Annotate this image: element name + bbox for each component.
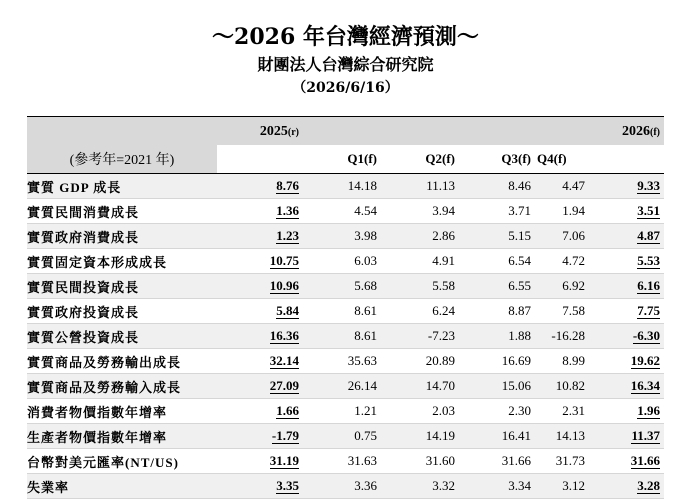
cell-q2: 2.86 [377,224,455,249]
cell-q2: 20.89 [425,353,455,368]
cell-2026: 4.87 [599,224,664,249]
cell-q3: 8.46 [455,174,531,199]
header-q2: Q2(f) [377,145,455,174]
cell-q1: 0.75 [299,424,377,449]
row-label: 實質民間投資成長 [27,274,217,299]
cell-q4: 10.82 [531,374,599,399]
cell-2025: 1.23 [217,224,299,249]
cell-q1: 3.36 [299,474,377,499]
table-row [27,449,664,474]
header-corner [27,117,217,146]
cell-q1: 4.54 [354,203,377,218]
cell-q3: 6.55 [455,274,531,299]
cell-q1: 26.14 [299,374,377,399]
table-row [27,174,664,199]
row-label: 實質政府投資成長 [27,304,140,320]
row-label: 失業率 [27,474,217,499]
cell-2025: 16.36 [217,324,299,349]
cell-q2: 3.94 [432,203,455,218]
header-row-years [27,117,664,146]
report-date: （2026/6/16） [292,80,399,96]
cell-q2: 5.58 [377,274,455,299]
table-row [27,349,664,374]
cell-2026: -6.30 [599,324,664,349]
cell-2025: 10.75 [269,253,299,268]
cell-q3: 1.88 [455,324,531,349]
table-row [27,424,664,449]
cell-2026: 1.96 [637,403,660,418]
row-label: 消費者物價指數年增率 [27,404,168,420]
cell-2025: 27.09 [217,374,299,399]
forecast-table [27,116,664,499]
row-label: 實質商品及勞務輸入成長 [27,374,217,399]
institute-name: 財團法人台灣綜合研究院 [257,55,434,74]
cell-q1: 8.61 [354,303,377,318]
cell-q4: 7.06 [531,224,599,249]
report-title: ～2026 年台灣經濟預測～ [212,24,479,50]
cell-q4: 14.13 [531,424,599,449]
cell-2026: 5.53 [637,253,660,268]
row-label: 實質 GDP 成長 [27,174,217,199]
cell-2025: 5.84 [276,303,299,318]
header-q4: Q4(f) [531,145,599,174]
header-year-2026: 2026(f) [599,117,664,146]
cell-q3: 8.87 [508,303,531,318]
row-label: 實質民間消費成長 [27,204,140,220]
cell-2025: 8.76 [217,174,299,199]
base-year-note: (參考年=2021 年) [27,145,217,174]
cell-q3: 2.30 [508,403,531,418]
cell-2026: 3.51 [637,203,660,218]
cell-q4: 3.12 [531,474,599,499]
cell-q1: 35.63 [347,353,377,368]
table-row [27,224,664,249]
cell-q3: 5.15 [455,224,531,249]
table-row [27,274,664,299]
cell-2026: 11.37 [599,424,664,449]
cell-2025: -1.79 [217,424,299,449]
cell-q2: 3.32 [377,474,455,499]
table-row [27,374,664,399]
cell-2025: 1.36 [276,203,299,218]
cell-q2: 11.13 [377,174,455,199]
cell-q3: 15.06 [455,374,531,399]
cell-2026: 16.34 [599,374,664,399]
cell-q2: 2.03 [432,403,455,418]
cell-q4: 4.72 [562,253,585,268]
cell-2026: 7.75 [637,303,660,318]
cell-q4: 31.73 [555,453,585,468]
cell-q3: 3.34 [455,474,531,499]
cell-q1: 5.68 [299,274,377,299]
cell-q3: 16.41 [455,424,531,449]
cell-q2: 6.24 [432,303,455,318]
table-row [27,324,664,349]
row-label: 實質公營投資成長 [27,324,217,349]
row-label: 生產者物價指數年增率 [27,424,217,449]
cell-2026: 6.16 [599,274,664,299]
table-row [27,399,664,424]
cell-q3: 3.71 [508,203,531,218]
header-q3: Q3(f) [455,145,531,174]
cell-q4: 7.58 [562,303,585,318]
cell-q3: 31.66 [501,453,531,468]
table-row [27,249,664,274]
header-q1: Q1(f) [299,145,377,174]
table-row [27,199,664,224]
cell-q4: 8.99 [562,353,585,368]
row-label: 實質政府消費成長 [27,224,217,249]
cell-q2: 14.19 [377,424,455,449]
row-label: 實質固定資本形成成長 [27,254,168,270]
cell-2025: 31.19 [269,453,299,468]
cell-2025: 32.14 [269,353,299,368]
cell-q2: 14.70 [377,374,455,399]
cell-q4: 4.47 [531,174,599,199]
cell-q2: 31.60 [425,453,455,468]
row-label: 實質商品及勞務輸出成長 [27,354,182,370]
cell-2026: 3.28 [599,474,664,499]
cell-2025: 3.35 [217,474,299,499]
cell-q1: 31.63 [347,453,377,468]
cell-q1: 3.98 [299,224,377,249]
cell-2026: 19.62 [630,353,660,368]
cell-2026: 9.33 [599,174,664,199]
cell-q3: 16.69 [501,353,531,368]
cell-q4: 2.31 [562,403,585,418]
cell-q4: -16.28 [531,324,599,349]
cell-q2: -7.23 [377,324,455,349]
header-row-quarters [27,145,664,174]
cell-q1: 14.18 [299,174,377,199]
cell-q1: 1.21 [354,403,377,418]
cell-2026: 31.66 [630,453,660,468]
cell-q2: 4.91 [432,253,455,268]
cell-q1: 8.61 [299,324,377,349]
cell-q1: 6.03 [354,253,377,268]
row-label: 台幣對美元匯率(NT/US) [27,454,179,470]
header-year-2025: 2025(r) [217,117,299,146]
table-row [27,474,664,499]
cell-q4: 6.92 [531,274,599,299]
cell-2025: 10.96 [217,274,299,299]
cell-2025: 1.66 [276,403,299,418]
table-body [27,174,664,499]
cell-q4: 1.94 [562,203,585,218]
table-row [27,299,664,324]
cell-q3: 6.54 [508,253,531,268]
